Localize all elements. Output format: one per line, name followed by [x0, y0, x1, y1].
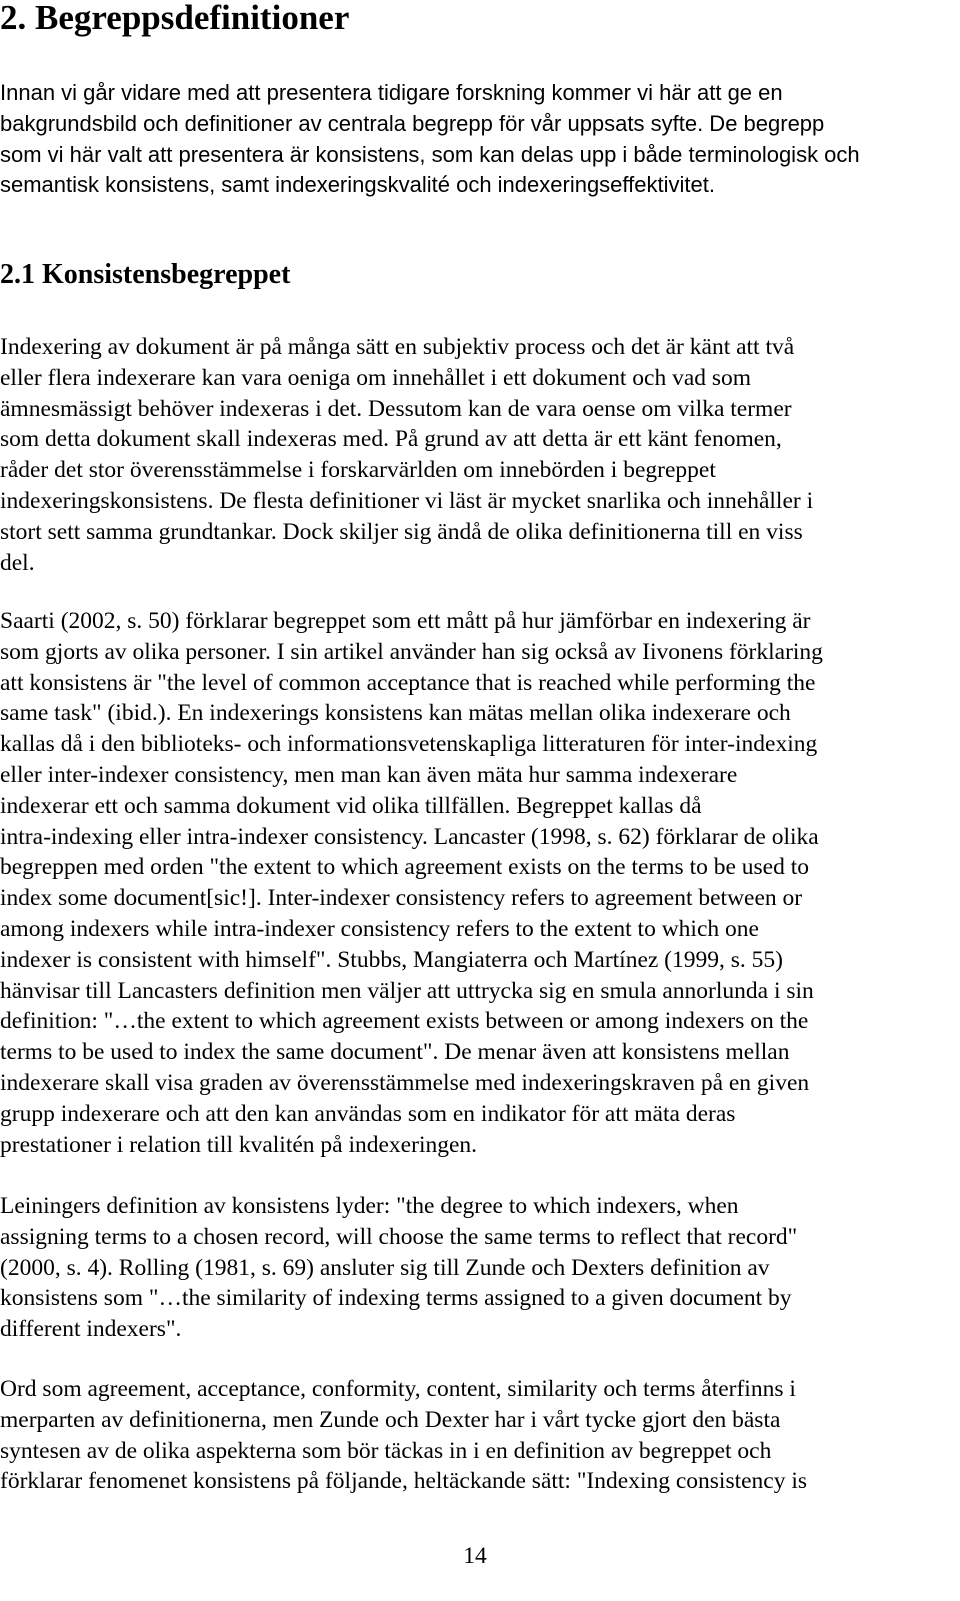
text-line: förklarar fenomenet konsistens på följande, heltäckande sätt: "Indexing consistency is [0, 1468, 808, 1495]
text-line: prestationer i relation till kvalitén på indexeringen. [0, 1131, 478, 1158]
text-line: råder det stor överensstämmelse i forskarvärlden om innebörden i begreppet [0, 457, 716, 484]
page-number: 14 [463, 1543, 487, 1569]
text-line: same task" (ibid.). En indexerings konsistens kan mätas mellan olika indexerare och [0, 700, 791, 727]
intro-paragraph [0, 78, 950, 201]
text-line: Ord som agreement, acceptance, conformity, content, similarity och terms återfinns i [0, 1376, 796, 1402]
body-paragraph [0, 1374, 950, 1497]
text-line: begreppen med orden "the extent to which agreement exists on the terms to be used to [0, 854, 810, 881]
text-line: del. [0, 549, 35, 576]
text-line: Innan vi går vidare med att presentera tidigare forskning kommer vi här att ge en [0, 80, 783, 105]
text-line: stort sett samma grundtankar. Dock skiljer sig ändå de olika definitionerna till en viss [0, 518, 803, 545]
text-line: assigning terms to a chosen record, will choose the same terms to reflect that record" [0, 1223, 798, 1250]
text-line: ämnesmässigt behöver indexeras i det. Dessutom kan de vara oense om vilka termer [0, 395, 792, 422]
text-line: semantisk konsistens, samt indexeringskvalité och indexeringseffektivitet. [0, 172, 715, 198]
text-line: Saarti (2002, s. 50) förklarar begreppet som ett mått på hur jämförbar en indexering är [0, 608, 811, 634]
text-line: indexerar ett och samma dokument vid olika tillfällen. Begreppet kallas då [0, 792, 702, 819]
text-line: different indexers". [0, 1316, 182, 1343]
text-line: att konsistens är "the level of common acceptance that is reached while performing the [0, 669, 816, 696]
text-line: Indexering av dokument är på många sätt en subjektiv process och det är känt att två [0, 334, 795, 360]
body-paragraph [0, 332, 950, 578]
text-line: konsistens som "…the similarity of indexing terms assigned to a given document by [0, 1285, 792, 1312]
text-line: indexer is consistent with himself". Stubbs, Mangiaterra och Martínez (1999, s. 55) [0, 946, 783, 973]
text-line: kallas då i den biblioteks- och informationsvetenskapliga litteraturen för inter-indexing [0, 731, 818, 758]
text-line: grupp indexerare och att den kan användas som en indikator för att mäta deras [0, 1100, 736, 1127]
text-line: indexerare skall visa graden av överensstämmelse med indexeringskraven på en given [0, 1069, 810, 1096]
text-line: som vi här valt att presentera är konsistens, som kan delas upp i både terminologisk och [0, 141, 860, 167]
text-line: definition: "…the extent to which agreement exists between or among indexers on the [0, 1008, 809, 1035]
section-heading: 2.1 Konsistensbegreppet [0, 259, 291, 290]
text-line: hänvisar till Lancasters definition men väljer att uttrycka sig en smula annorlunda i sin [0, 977, 814, 1004]
text-line: eller flera indexerare kan vara oeniga om innehållet i ett dokument och vad som [0, 364, 752, 391]
body-paragraph [0, 1191, 950, 1345]
text-line: terms to be used to index the same document". De menar även att konsistens mellan [0, 1039, 790, 1066]
text-line: som gjorts av olika personer. I sin artikel använder han sig också av Iivonens förklaring [0, 638, 823, 665]
text-line: merparten av definitionerna, men Zunde och Dexter har i vårt tycke gjort den bästa [0, 1406, 781, 1433]
text-line: indexeringskonsistens. De flesta definitioner vi läst är mycket snarlika och innehåller i [0, 487, 814, 514]
body-paragraph [0, 606, 950, 1160]
text-line: among indexers while intra-indexer consistency refers to the extent to which one [0, 915, 759, 942]
chapter-heading: 2. Begreppsdefinitioner [0, 0, 350, 37]
text-line: (2000, s. 4). Rolling (1981, s. 69) ansluter sig till Zunde och Dexters definition av [0, 1254, 770, 1281]
text-line: eller inter-indexer consistency, men man kan även mäta hur samma indexerare [0, 761, 738, 788]
text-line: som detta dokument skall indexeras med. På grund av att detta är ett känt fenomen, [0, 426, 782, 453]
text-line: syntesen av de olika aspekterna som bör täckas in i en definition av begreppet och [0, 1437, 772, 1464]
text-line: Leiningers definition av konsistens lyder: "the degree to which indexers, when [0, 1193, 739, 1219]
text-line: bakgrundsbild och definitioner av centrala begrepp för vår uppsats syfte. De begrepp [0, 110, 825, 136]
text-line: intra-indexing eller intra-indexer consistency. Lancaster (1998, s. 62) förklarar de olika [0, 823, 819, 850]
text-line: index some document[sic!]. Inter-indexer consistency refers to agreement between or [0, 885, 803, 912]
